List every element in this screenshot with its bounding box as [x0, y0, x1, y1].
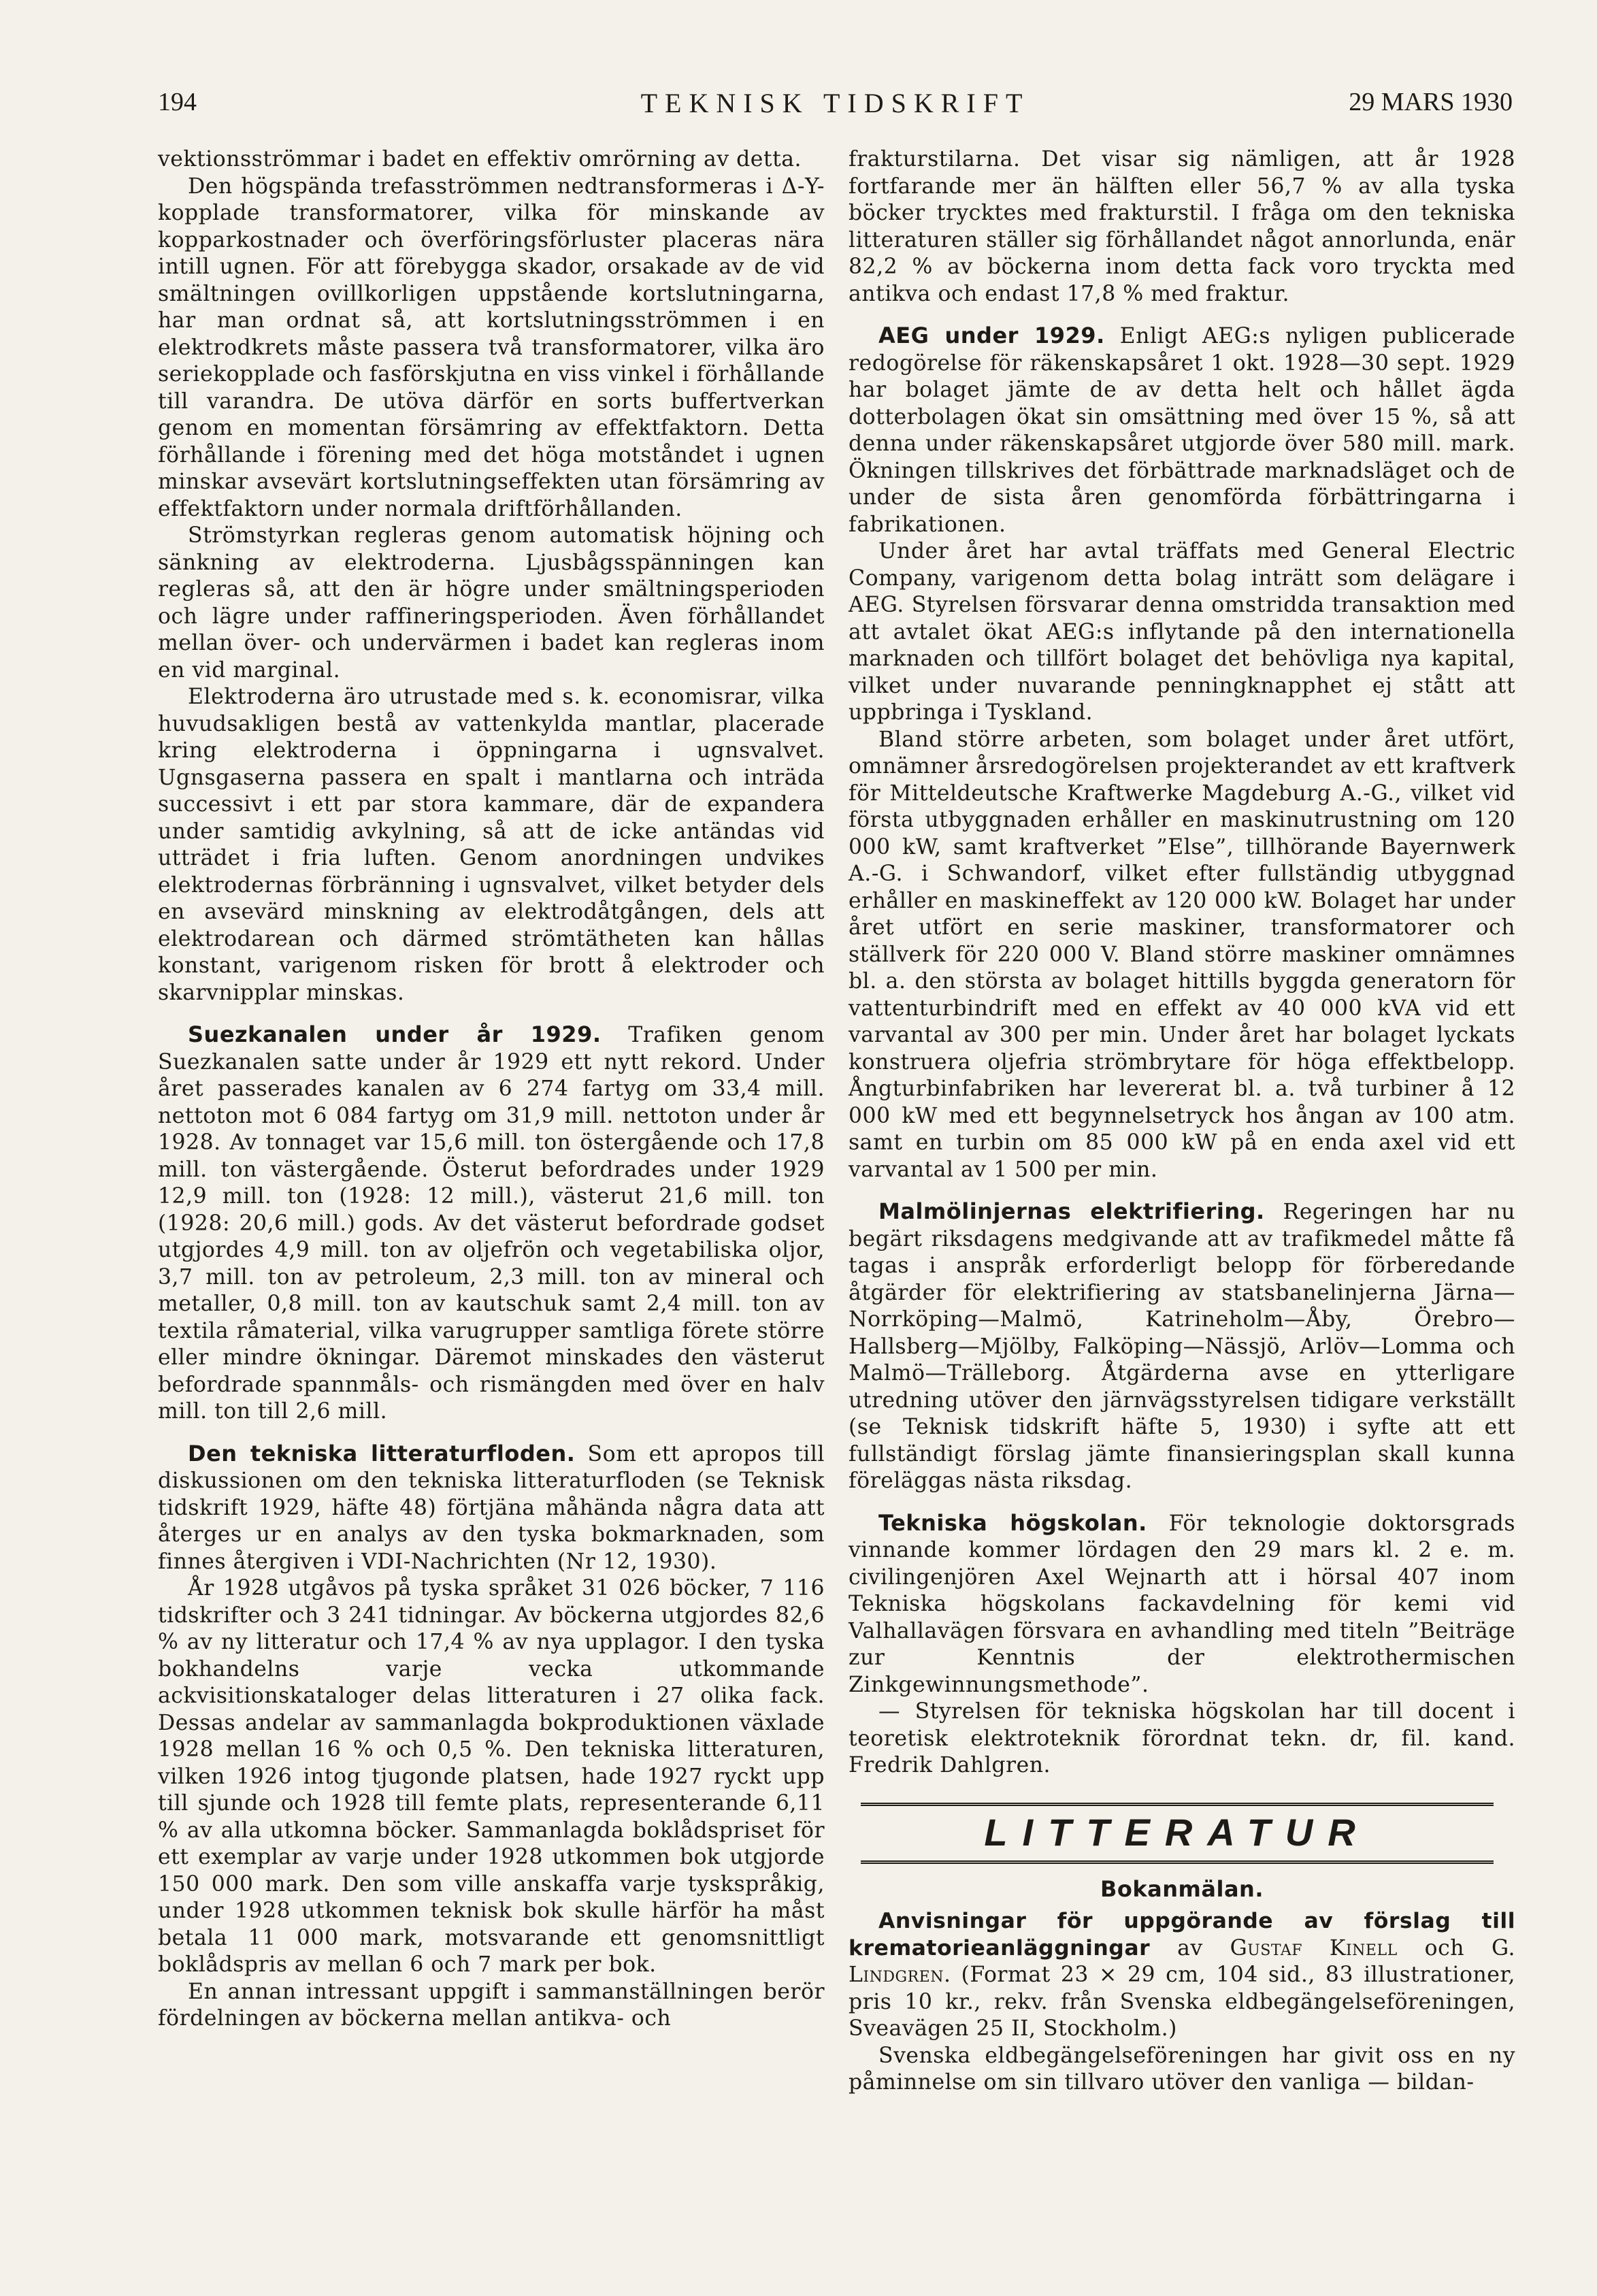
article-litteraturfloden	[158, 1441, 825, 1576]
section-text: Som ett apropos till diskussionen om den tekniska litteraturfloden (se Teknisk tidskrift 1929, häfte 48) förtjäna måhända några data att återges ur en analys av den tyska bokmarknaden, som finnes återgiven i VDI-Nachrichten (Nr 12, 1930).	[158, 1441, 825, 1574]
section-heading: Malmölinjernas elektrifiering.	[878, 1198, 1265, 1224]
book-title: Anvisningar för uppgörande av förslag till krematorieanläggningar	[849, 1909, 1515, 1961]
section-heading: Tekniska högskolan.	[878, 1509, 1147, 1536]
article-hogskolan	[849, 1510, 1515, 1699]
journal-title: TEKNISK TIDSKRIFT	[640, 88, 1030, 118]
article-suez	[158, 1021, 825, 1426]
article-aeg	[849, 323, 1515, 538]
page-header	[158, 87, 1513, 128]
section-heading: Den tekniska litteraturfloden.	[188, 1440, 576, 1466]
right-column	[849, 146, 1515, 2097]
article-malmolinjerna	[849, 1198, 1515, 1495]
section-heading: Suezkanalen under år 1929.	[188, 1021, 602, 1047]
paragraph: Bland större arbeten, som bolaget under året utfört, omnämner årsredogörelsen projekterandet av ett kraftverk för Mitteldeutsche Kraftwerke Magdeburg A.-G., vilket vid första utbyggnaden erhåller en maskinutrustning om 120 000 kW, samt kraftverket ”Else”, tillhörande Bayernwerk A.-G. i Schwandorf, vilket efter fullständig utbyggnad erhåller en maskineffekt av 120 000 kW. Bolaget har under året utfört en serie maskiner, transformatorer och ställverk för 220 000 V. Bland större maskiner omnämnes bl. a. den största av bolaget hittills byggda generatorn för vattenturbindrift med en effekt av 40 000 kVA vid ett varvantal av 300 per min. Under året har bolaget lyckats konstruera oljefria strömbrytare för höga effektbelopp. Ångturbinfabriken har levererat bl. a. två turbiner å 12 000 kW med ett begynnelsetryck hos ångan av 100 atm. samt en turbin om 85 000 kW på en enda axel vid ett varvantal av 1 500 per min.	[849, 727, 1515, 1182]
book-review-entry	[849, 1908, 1515, 2043]
paragraph: vektionsströmmar i badet en effektiv omrörning av detta.	[158, 147, 802, 171]
paragraph: Under året har avtal träffats med General Electric Company, varigenom detta bolag inträtt som delägare i AEG. Styrelsen försvarar denna omstridda transaktion med att avtalet ökat AEG:s inflytande på den internationella marknaden och tillfört bolaget det behövliga nya kapital, vilket under nuvarande penningknapphet ej stått att uppbringa i Tyskland.	[849, 539, 1515, 725]
section-heading: AEG under 1929.	[878, 323, 1105, 348]
paragraph: — Styrelsen för tekniska högskolan har till docent i teoretisk elektroteknik förordnat tekn. dr, fil. kand. Fredrik Dahlgren.	[849, 1699, 1515, 1777]
section-text: Trafiken genom Suezkanalen satte under år 1929 ett nytt rekord. Under året passerades kanalen av 6 274 fartyg om 33,4 mill. nettoton mot 6 084 fartyg om 31,9 mill. nettoton under år 1928. Av tonnaget var 15,6 mill. ton östergående och 17,8 mill. ton västergående. Österut befordrades under 1929 12,9 mill. ton (1928: 12 mill.), västerut 21,6 mill. ton (1928: 20,6 mill.) gods. Av det västerut befordrade godset utgjordes 4,9 mill. ton av oljefrön och vegetabiliska oljor, 3,7 mill. ton av petroleum, 2,3 mill. ton av mineral och metaller, 0,8 mill. ton av kautschuk samt 2,4 mill. ton av textila råmaterial, vilka varugrupper samtliga förete större eller mindre ökningar. Däremot minskades den västerut befordrade spannmåls- och rismängden med över en halv mill. ton till 2,6 mill.	[158, 1023, 825, 1424]
left-column	[158, 146, 825, 2033]
paragraph: frakturstilarna. Det visar sig nämligen, att år 1928 fortfarande mer än hälften eller 56,7 % av alla tyska böcker trycktes med frakturstil. I fråga om den tekniska litteraturen ställer sig förhållandet något annorlunda, enär 82,2 % av böckerna inom detta fack voro tryckta med antikva och endast 17,8 % med fraktur.	[849, 147, 1515, 306]
paragraph: År 1928 utgåvos på tyska språket 31 026 böcker, 7 116 tidskrifter och 3 241 tidningar. Av böckerna utgjordes 82,6 % av ny litteratur och 17,4 % av nya upplagor. I den tyska bokhandelns varje vecka utkommande ackvisitionskataloger delas litteraturen i 27 olika fack. Dessas andelar av sammanlagda bokproduktionen växlade 1928 mellan 16 % och 0,5 %. Den tekniska litteraturen, vilken 1926 intog tjugonde platsen, hade 1927 ryckt upp till sjunde och 1928 till femte plats, representerande 6,11 % av alla utkomna böcker. Sammanlagda boklådspriset för ett exemplar av varje under 1928 utkommen bok utgjorde 150 000 mark. Den som ville anskaffa varje tyskspråkig, under 1928 utkommen teknisk bok skulle härför ha måst betala 11 000 mark, motsvarande ett genomsnittligt boklådspris av mellan 6 och 7 mark per bok.	[158, 1576, 825, 1977]
litteratur-banner: LITTERATUR	[861, 1803, 1494, 1864]
issue-date: 29 MARS 1930	[1349, 88, 1513, 116]
paragraph: Elektroderna äro utrustade med s. k. economisrar, vilka huvudsakligen bestå av vattenkylda mantlar, placerade kring elektroderna i öppningarna i ugnsvalvet. Ugnsgaserna passera en spalt i mantlarna och inträda successivt i ett par stora kammare, där de expandera under samtidig avkylning, så att de icke antändas vid utträdet i fria luften. Genom anordningen undvikes elektrodernas förbränning i ugnsvalvet, vilket betyder dels en avsevärd minskning av elektrodåtgången, dels att elektrodarean och därmed strömtätheten kan hållas konstant, varigenom risken för brott å elektroder och skarvnipplar minskas.	[158, 685, 825, 1005]
book-details: . (Format 23 × 29 cm, 104 sid., 83 illustrationer, pris 10 kr., rekv. från Svenska eldbegängelseföreningen, Sveavägen 25 II, Stockholm.)	[849, 1963, 1515, 2041]
paragraph: Strömstyrkan regleras genom automatisk höjning och sänkning av elektroderna. Ljusbågsspänningen kan regleras så, att den är högre under smältningsperioden och lägre under raffineringsperioden. Även förhållandet mellan över- och undervärmen i badet kan regleras inom en vid marginal.	[158, 523, 825, 683]
section-text: För teknologie doktorsgrads vinnande kommer lördagen den 29 mars kl. 2 e. m. civilingenjören Axel Wejnarth att i hörsal 407 inom Tekniska högskolans fackavdelning för kemi vid Valhallavägen försvara en avhandling med titeln ”Beiträge zur Kenntnis der elektrothermischen Zinkgewinnungsmethode”.	[849, 1511, 1515, 1697]
section-text: Regeringen har nu begärt riksdagens medgivande att av trafikmedel måtte få tagas i anspråk erforderligt belopp för förberedande åtgärder för elektrifiering av statsbanelinjerna Järna—Norrköping—Malmö, Katrineholm—Åby, Örebro—Hallsberg—Mjölby, Falköping—Nässjö, Arlöv—Lomma och Malmö—Trälleborg. Åtgärderna avse en ytterligare utredning utöver den järnvägsstyrelsen tidigare verkställt (se Teknisk tidskrift häfte 5, 1930) i syfte att ett fullständigt förslag jämte finansieringsplan skall kunna föreläggas nästa riksdag.	[849, 1200, 1516, 1493]
book-and: och	[1397, 1935, 1492, 1961]
paragraph: Den högspända trefasströmmen nedtransformeras i Δ-Y-kopplade transformatorer, vilka för minskande av kopparkostnader och överföringsförluster placeras nära intill ugnen. För att förebygga skador, orsakade av de vid smältningen ovillkorligen uppstående kortslutningarna, har man ordnat så, att kortslutningsströmmen i en elektrodkrets måste passera två transformatorer, vilka äro seriekopplade och fasförskjutna en viss vinkel i förhållande till varandra. De utöva därför en sorts buffertverkan genom en momentan försämring av effektfaktorn. Detta förhållande i förening med det höga motståndet i ugnen minskar avsevärt kortslutningseffekten utan försämring av effektfaktorn under normala driftförhållanden.	[158, 174, 825, 521]
section-text: Enligt AEG:s nyligen publicerade redogörelse för räkenskapsåret 1 okt. 1928—30 sept. 1929 har bolaget jämte de av detta helt och hållet ägda dotterbolagen ökat sin omsättning med över 15 %, så att denna under räkenskapsåret utgjorde över 580 mill. mark. Ökningen tillskrives det förbättrade marknadsläget och de under de sista åren genomförda förbättringarna i fabrikationen.	[849, 324, 1516, 537]
paragraph: En annan intressant uppgift i sammanställningen berör fördelningen av böckerna mellan antikva- och	[158, 1979, 825, 2031]
book-author: Gustaf Kinell	[1230, 1935, 1398, 1961]
book-by: av	[1150, 1935, 1230, 1961]
page-number: 194	[158, 88, 197, 116]
paragraph: Svenska eldbegängelseföreningen har givit oss en ny påminnelse om sin tillvaro utöver den vanliga — bildan-	[849, 2043, 1515, 2095]
book-author: G. Lindgren	[849, 1935, 1516, 1987]
bokanmalan-heading: Bokanmälan.	[1100, 1875, 1264, 1902]
